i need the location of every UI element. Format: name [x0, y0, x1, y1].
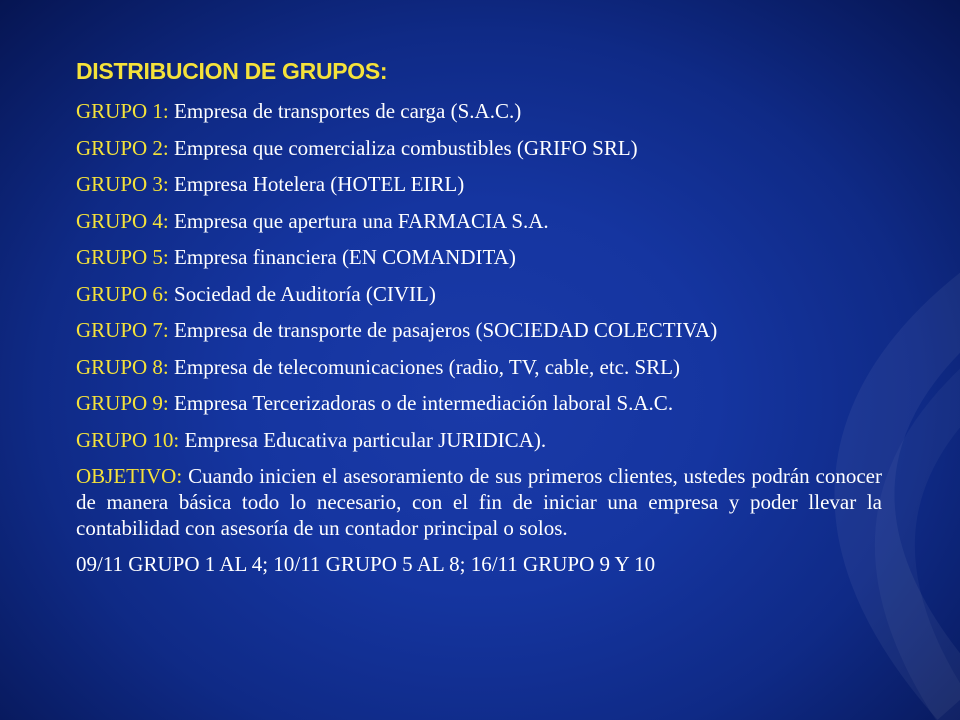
schedule-line: 09/11 GRUPO 1 AL 4; 10/11 GRUPO 5 AL 8; 16/11 GRUPO 9 Y 10	[76, 552, 656, 576]
group-label: GRUPO 6:	[76, 281, 169, 306]
group-description: Empresa financiera (EN COMANDITA)	[174, 245, 516, 269]
group-description: Empresa de transporte de pasajeros (SOCIEDAD COLECTIVA)	[174, 318, 718, 342]
group-description: Empresa que comercializa combustibles (GRIFO SRL)	[174, 135, 638, 160]
group-description: Empresa Tercerizadoras o de intermediación laboral S.A.C.	[174, 391, 674, 415]
group-description: Empresa de telecomunicaciones (radio, TV, cable, etc. SRL)	[174, 354, 680, 379]
group-label: GRUPO 1:	[76, 99, 169, 123]
group-label: GRUPO 10:	[76, 427, 180, 452]
group-description: Empresa que apertura una FARMACIA S.A.	[174, 208, 549, 233]
group-label: GRUPO 3:	[76, 172, 169, 196]
slide-content	[76, 58, 882, 577]
group-item	[76, 244, 882, 270]
group-description: Sociedad de Auditoría (CIVIL)	[174, 281, 436, 306]
group-label: GRUPO 5:	[76, 245, 169, 269]
group-item	[76, 317, 882, 343]
objective-paragraph	[76, 463, 882, 541]
group-label: GRUPO 8:	[76, 354, 169, 379]
group-item	[76, 135, 882, 161]
group-label: GRUPO 9:	[76, 391, 169, 415]
slide-title: DISTRIBUCION DE GRUPOS:	[76, 58, 388, 84]
group-description: Empresa Educativa particular JURIDICA).	[184, 427, 547, 452]
group-item	[76, 354, 882, 380]
group-item	[76, 98, 882, 124]
group-label: GRUPO 2:	[76, 135, 169, 160]
group-description: Empresa Hotelera (HOTEL EIRL)	[174, 172, 465, 196]
objective-text: Cuando inicien el asesoramiento de sus primeros clientes, ustedes podrán conocer de manera básica todo lo necesario, con el fin de iniciar una empresa y poder llevar la contabilidad con asesoría de un contador principal o solos.	[76, 464, 882, 540]
objective-label: OBJETIVO:	[76, 464, 183, 488]
group-item	[76, 281, 882, 307]
group-list	[76, 98, 882, 453]
group-item	[76, 427, 882, 453]
group-label: GRUPO 4:	[76, 208, 169, 233]
group-item	[76, 171, 882, 197]
group-label: GRUPO 7:	[76, 318, 169, 342]
group-description: Empresa de transportes de carga (S.A.C.)	[174, 99, 522, 123]
group-item	[76, 208, 882, 234]
group-item	[76, 390, 882, 416]
